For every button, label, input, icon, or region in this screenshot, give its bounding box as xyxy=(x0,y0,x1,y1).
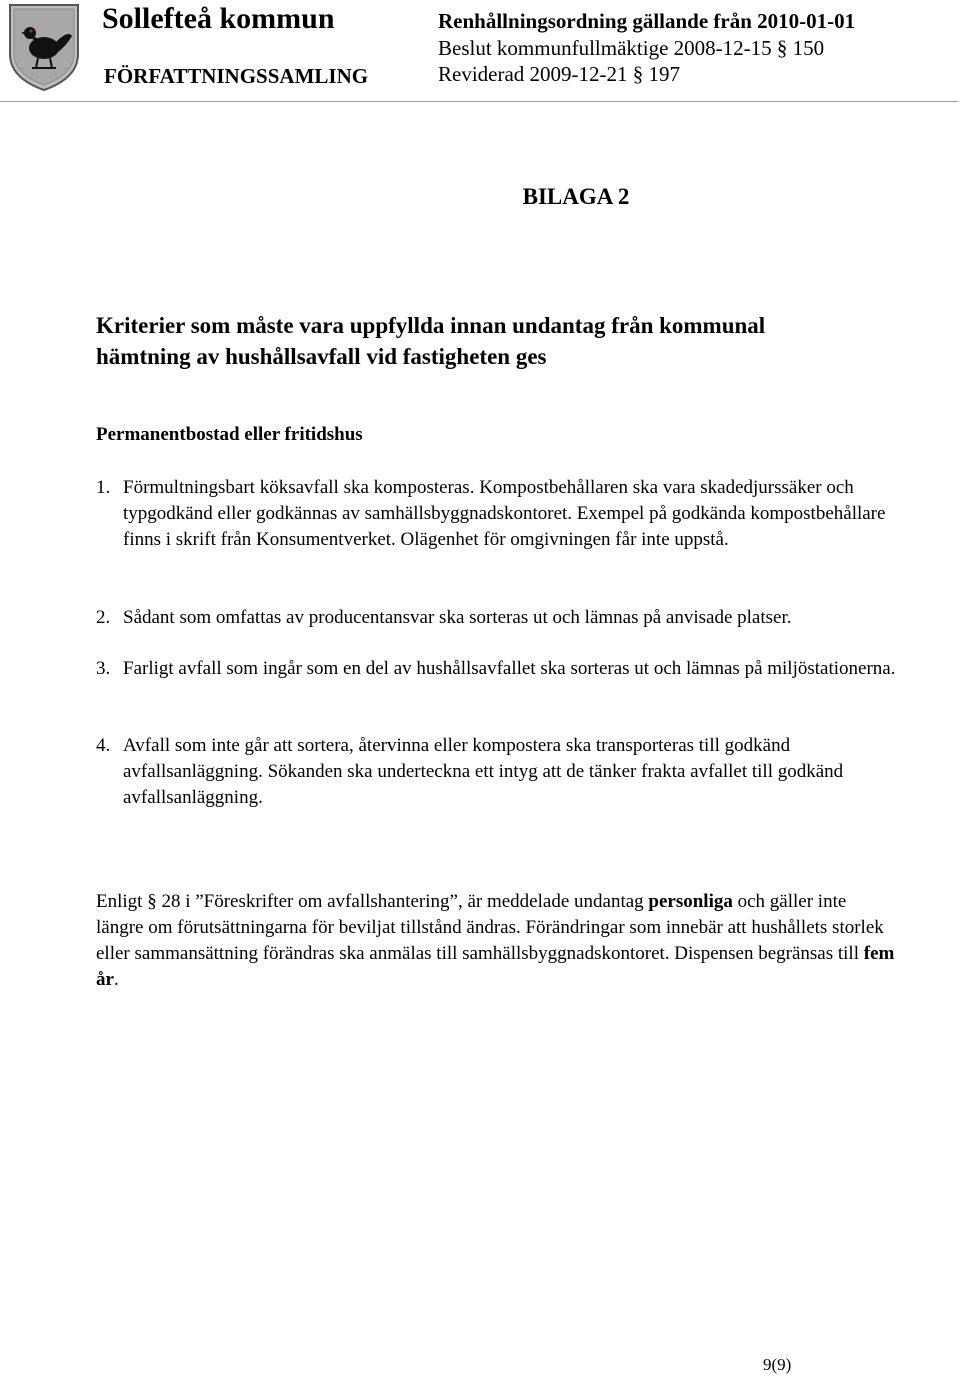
item-number: 3. xyxy=(96,658,111,679)
criteria-heading-line-2: hämtning av hushållsavfall vid fastigheten ges xyxy=(96,344,547,369)
exemption-paragraph xyxy=(96,889,896,993)
appendix-label: BILAGA 2 xyxy=(522,184,630,209)
item-text: Farligt avfall som ingår som en del av hushållsavfallet ska sorteras ut och lämnas på miljöstationerna. xyxy=(123,658,896,679)
document-title: Renhållningsordning gällande från 2010-01-01 xyxy=(438,9,856,33)
exemption-emphasis-duration: fem år xyxy=(96,943,895,990)
collection-label: FÖRFATTNINGSSAMLING xyxy=(104,64,369,88)
item-text: Förmultningsbart köksavfall ska komposteras. Kompostbehållaren ska vara skadedjurssäker och typgodkänd eller godkännas av samhällsbyggnadskontoret. Exempel på godkända kompostbehållare finns i skrift från Konsumentverket. Olägenhet för omgivningen får inte uppstå. xyxy=(123,477,886,550)
organization-name: Sollefteå kommun xyxy=(102,2,335,35)
criteria-heading xyxy=(96,310,896,372)
revision-reference: Reviderad 2009-12-21 § 197 xyxy=(438,62,681,86)
exemption-text-2: och gäller inte längre om förutsättningarna för beviljat tillstånd ändras. Förändringar som innebär att hushållets storlek eller sammansättning förändras ska anmälas till samhällsbyggnadskontoret. Dispensen begränsas till xyxy=(96,891,884,964)
section-subheading: Permanentbostad eller fritidshus xyxy=(96,424,363,445)
item-text: Sådant som omfattas av producentansvar ska sorteras ut och lämnas på anvisade platser. xyxy=(123,607,792,628)
page-number: 9(9) xyxy=(763,1355,792,1374)
item-text: Avfall som inte går att sortera, återvinna eller kompostera ska transporteras till godkänd avfallsanläggning. Sökanden ska underteckna ett intyg att de tänker frakta avfallet till godkänd avfallsanläggning. xyxy=(123,735,844,808)
criteria-item-1 xyxy=(96,475,916,553)
item-number: 1. xyxy=(96,477,111,498)
exemption-emphasis-personal: personliga xyxy=(648,891,733,912)
criteria-item-3 xyxy=(96,656,916,682)
criteria-item-2 xyxy=(96,605,916,631)
header-divider xyxy=(0,101,958,102)
decision-reference: Beslut kommunfullmäktige 2008-12-15 § 150 xyxy=(438,36,825,60)
exemption-text-3: . xyxy=(113,969,119,990)
item-number: 4. xyxy=(96,735,111,756)
coat-of-arms-logo xyxy=(6,2,82,92)
exemption-text-1: Enligt § 28 i ”Föreskrifter om avfallshantering”, är meddelade undantag xyxy=(96,891,649,912)
criteria-heading-line-1: Kriterier som måste vara uppfyllda innan undantag från kommunal xyxy=(96,313,766,338)
criteria-item-4 xyxy=(96,733,916,811)
item-number: 2. xyxy=(96,607,111,628)
